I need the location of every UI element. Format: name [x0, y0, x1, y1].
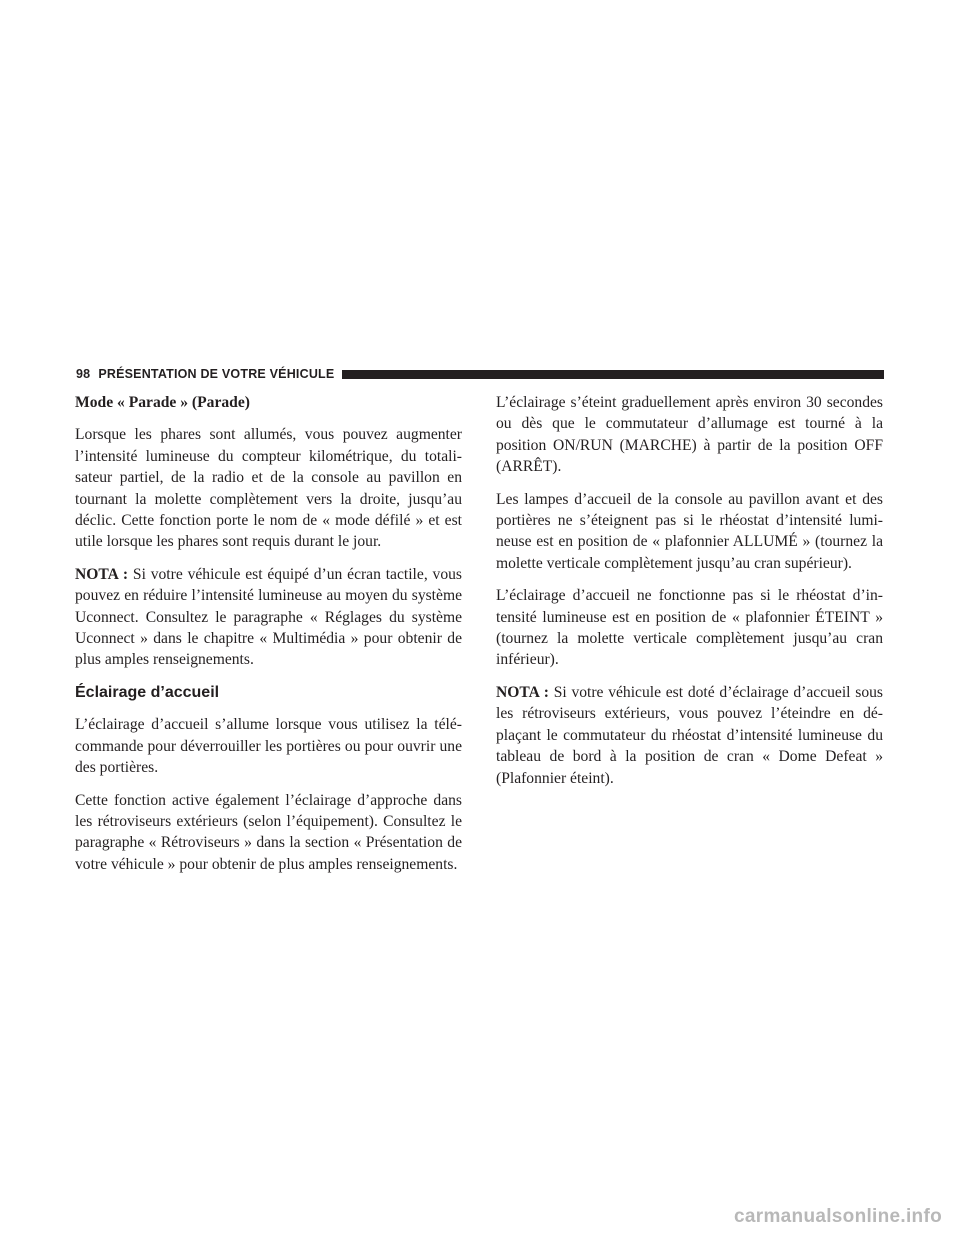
header-rule: [342, 370, 884, 379]
dome-on-paragraph: Les lampes d’accueil de la console au pavillon avant et des portières ne s’éteignent pas si le rhéostat d’intensité lumineuse est en position de « plafonnier ALLUMÉ » (tournez la molette verticale complètement jusqu’au cran supérieur).: [496, 490, 883, 572]
fade-out-paragraph: L’éclairage s’éteint graduellement après environ 30 secondes ou dès que le commutateur d’allumage est tourné à la position ON/RUN (MARCHE) à partir de la position OFF (ARRÊT).: [496, 394, 883, 476]
parade-mode-subhead: Mode « Parade » (Parade): [75, 394, 250, 411]
note-mirror-lights: [496, 682, 883, 789]
courtesy-paragraph-2: Cette fonction active également l’éclairage d’approche dans les rétroviseurs extérieurs (selon l’équipement). Consultez le paragraphe « Rétroviseurs » dans la section « Présentation de votre véhicule » pour obtenir de plus amples renseignements.: [75, 791, 462, 873]
page-header: [76, 364, 884, 384]
page-number: 98: [76, 367, 91, 381]
note-touchscreen: [75, 564, 462, 671]
parade-mode-paragraph: Lorsque les phares sont allumés, vous pouvez augmenter l’intensité lumineuse du compteur kilométrique, du totalisateur partiel, de la radio et de la console au pavillon en tournant la molette complètement vers la droite, jusqu’au déclic. Cette fonction porte le nom de « mode défilé » et est utile lorsque les phares sont requis durant le jour.: [75, 426, 462, 551]
section-heading-courtesy-lighting: Éclairage d’accueil: [75, 683, 220, 701]
section-title: PRÉSENTATION DE VOTRE VÉHICULE: [98, 367, 335, 381]
right-column: [496, 392, 883, 800]
dome-off-paragraph: L’éclairage d’accueil ne fonctionne pas si le rhéostat d’intensité lumineuse est en position de « plafonnier ÉTEINT » (tournez la molette verticale complètement jusqu’au cran inférieur).: [496, 587, 883, 669]
note-text: Si votre véhicule est équipé d’un écran tactile, vous pouvez en réduire l’intensité lumineuse au moyen du système Uconnect. Consultez le paragraphe « Réglages du système Uconnect » dans le chapitre « Multimédia » pour obtenir de plus amples renseignements.: [75, 565, 462, 669]
watermark: carmanualsonline.info: [734, 1206, 942, 1227]
note-label: NOTA :: [496, 683, 549, 701]
note-text: Si votre véhicule est doté d’éclairage d’accueil sous les rétroviseurs extérieurs, vous pouvez l’éteindre en déplaçant le commutateur du rhéostat d’intensité lumineuse du tableau de bord à la position de cran « Dome Defeat » (Plafonnier éteint).: [496, 683, 883, 787]
courtesy-paragraph-1: L’éclairage d’accueil s’allume lorsque vous utilisez la télécommande pour déverrouiller les portières ou pour ouvrir une des portières.: [75, 716, 462, 777]
note-label: NOTA :: [75, 565, 129, 583]
left-column: [75, 392, 462, 886]
